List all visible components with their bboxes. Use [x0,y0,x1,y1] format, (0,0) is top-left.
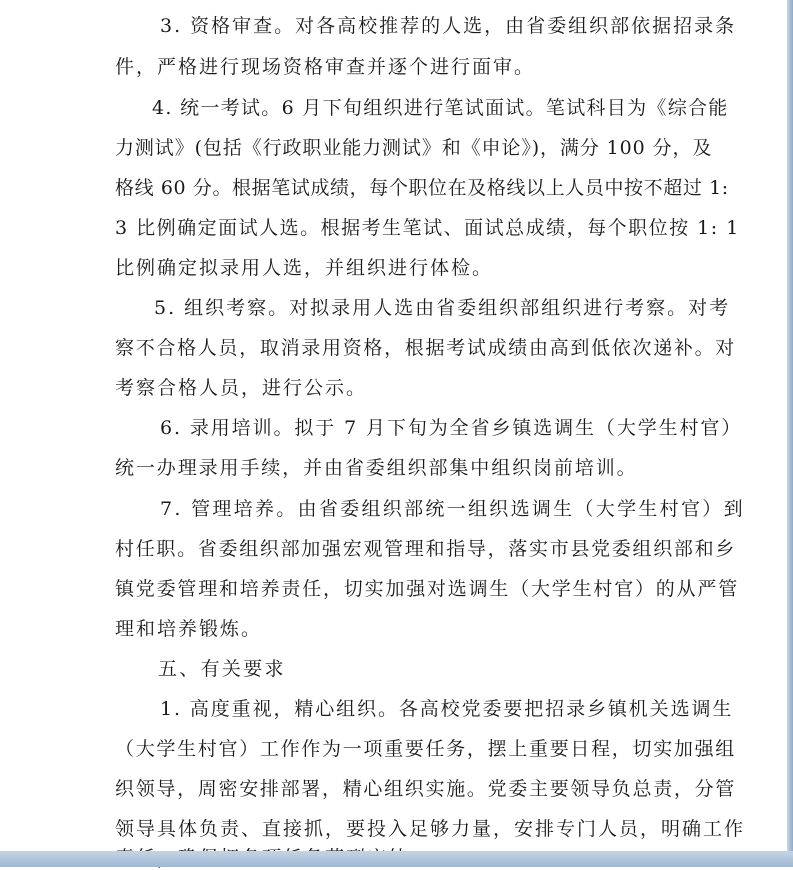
item-6-line-2: 统一办理录用手续，并由省委组织部集中组织岗前培训。 [115,457,638,479]
item-3-line-2: 件，严格进行现场资格审查并逐个进行面审。 [115,56,536,78]
requirement-1-line-3: 织领导，周密安排部署，精心组织实施。党委主要领导负总责，分管 [115,778,737,800]
requirement-1-line-2: （大学生村官）工作作为一项重要任务，摆上重要日程，切实加强组 [115,738,737,760]
item-4-line-1: 4. 统一考试。6 月下旬组织进行笔试面试。笔试科目为《综合能 [152,97,729,119]
requirement-1-line-1: 1. 高度重视，精心组织。各高校党委要把招录乡镇机关选调生 [160,698,734,720]
item-4-line-5: 比例确定拟录用人选，并组织进行体检。 [115,257,494,279]
item-4-line-2: 力测试》(包括《行政职业能力测试》和《申论》)，满分 100 分，及 [115,137,713,159]
item-3-line-1: 3. 资格审查。对各高校推荐的人选，由省委组织部依据招录条 [160,15,737,37]
item-7-line-1: 7. 管理培养。由省委组织部统一组织选调生（大学生村官）到 [160,498,745,520]
item-6-line-1: 6. 录用培训。拟于 7 月下旬为全省乡镇选调生（大学生村官） [160,417,743,439]
window-right-edge [787,0,793,867]
item-7-line-2: 村任职。省委组织部加强宏观管理和指导，落实市县党委组织部和乡 [115,538,737,560]
item-4-line-3: 格线 60 分。根据笔试成绩，每个职位在及格线以上人员中按不超过 1: [115,177,729,199]
item-5-line-3: 考察合格人员，进行公示。 [115,377,368,399]
item-5-line-2: 察不合格人员，取消录用资格，根据考试成绩由高到低依次递补。对 [115,337,737,359]
item-7-line-3: 镇党委管理和培养责任，切实加强对选调生（大学生村官）的从严管 [115,578,740,600]
window-bottom-edge [0,851,793,867]
item-4-line-4: 3 比例确定面试人选。根据考生笔试、面试总成绩，每个职位按 1: 1 [115,217,740,239]
section-5-heading: 五、有关要求 [158,658,286,680]
item-7-line-4: 理和培养锻炼。 [115,618,263,640]
item-5-line-1: 5. 组织考察。对拟录用人选由省委组织部组织进行考察。对考 [154,297,731,319]
requirement-1-line-4: 领导具体负责、直接抓，要投入足够力量，安排专门人员，明确工作 [115,818,746,840]
